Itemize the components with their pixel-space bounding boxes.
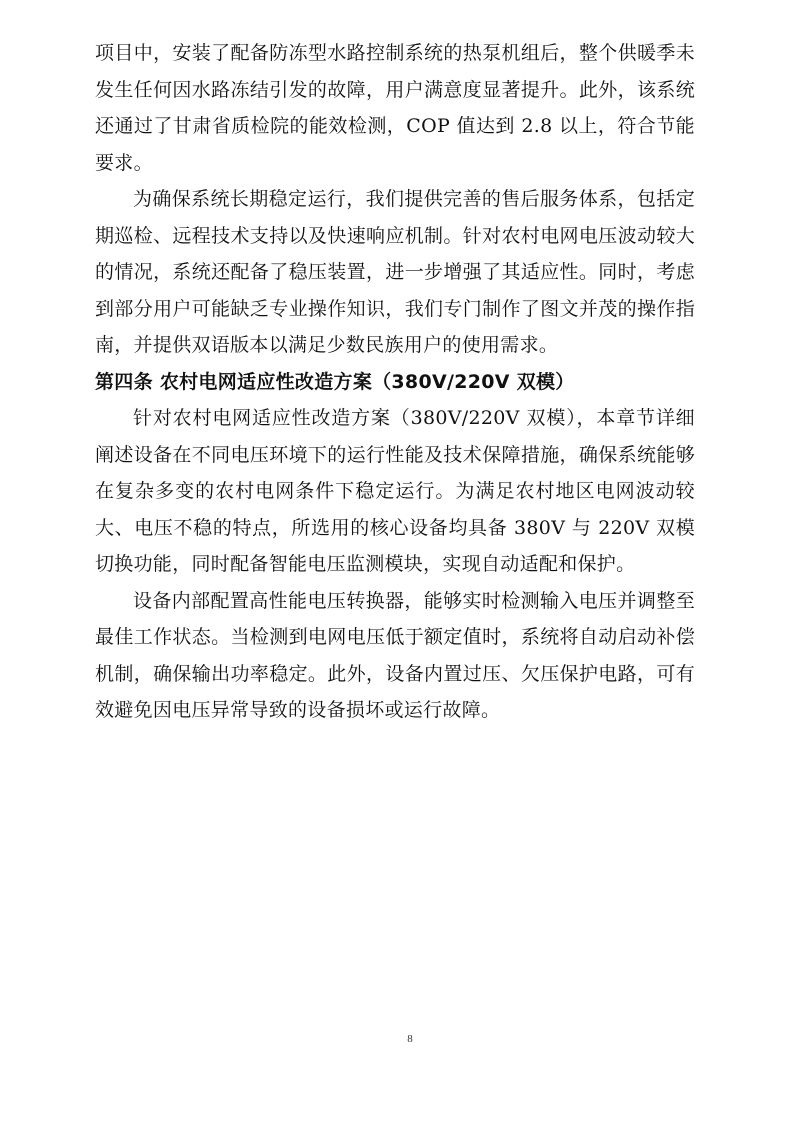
section-heading: 第四条 农村电网适应性改造方案（380V/220V 双模） <box>95 370 575 393</box>
paragraph-after-sales: 为确保系统长期稳定运行，我们提供完善的售后服务体系，包括定期巡检、远程技术支持以及快速响应机制。针对农村电网电压波动较大的情况，系统还配备了稳压装置，进一步增强了其适应性。同时，考虑到部分用户可能缺乏专业操作知识，我们专门制作了图文并茂的操作指南，并提供双语版本以满足少数民族用户的使用需求。 <box>95 188 695 356</box>
page-content <box>95 35 695 729</box>
page-number: 8 <box>407 1033 413 1045</box>
paragraph-continued: 项目中，安装了配备防冻型水路控制系统的热泵机组后，整个供暖季未发生任何因水路冻结引发的故障，用户满意度显著提升。此外，该系统还通过了甘肃省质检院的能效检测，COP 值达到 2.8 以上，符合节能要求。 <box>95 42 695 174</box>
paragraph-voltage-converter: 设备内部配置高性能电压转换器，能够实时检测输入电压并调整至最佳工作状态。当检测到电网电压低于额定值时，系统将自动启动补偿机制，确保输出功率稳定。此外，设备内置过压、欠压保护电路，可有效避免因电压异常导致的设备损坏或运行故障。 <box>95 589 695 721</box>
paragraph-grid-adaptation: 针对农村电网适应性改造方案（380V/220V 双模），本章节详细阐述设备在不同电压环境下的运行性能及技术保障措施，确保系统能够在复杂多变的农村电网条件下稳定运行。为满足农村地区电网波动较大、电压不稳的特点，所选用的核心设备均具备 380V 与 220V 双模切换功能，同时配备智能电压监测模块，实现自动适配和保护。 <box>95 407 695 575</box>
